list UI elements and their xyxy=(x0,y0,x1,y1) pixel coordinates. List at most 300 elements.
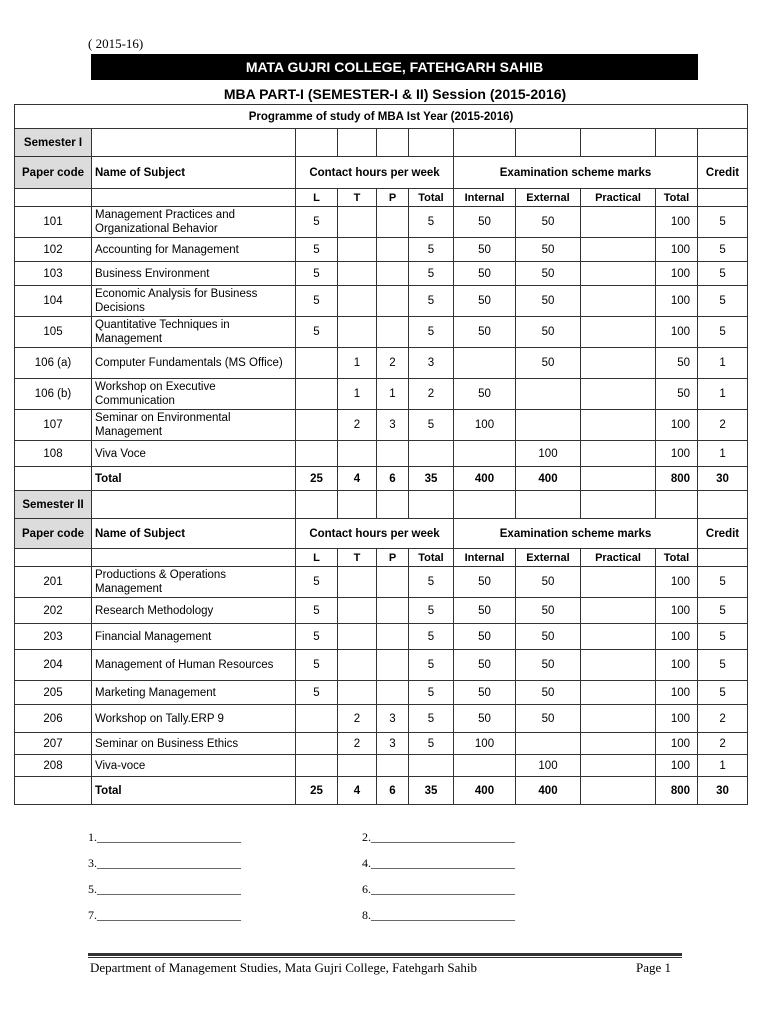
subheader-marks-total: Total xyxy=(656,189,698,207)
semester-label: Semester II xyxy=(15,491,92,519)
signature-line: 5.________________________ xyxy=(88,882,241,896)
hours-p xyxy=(377,262,409,286)
subheader-total: Total xyxy=(409,189,454,207)
hours-total: 5 xyxy=(409,681,454,705)
blank-cell xyxy=(698,189,748,207)
paper-code: 208 xyxy=(15,755,92,777)
footer-divider xyxy=(88,953,682,956)
marks-practical xyxy=(581,650,656,681)
hours-t xyxy=(338,567,377,598)
hours-l: 5 xyxy=(296,238,338,262)
syllabus-table xyxy=(14,104,748,805)
subject-row xyxy=(15,262,748,286)
marks-external: 50 xyxy=(516,650,581,681)
paper-code: 103 xyxy=(15,262,92,286)
marks-internal xyxy=(454,755,516,777)
marks-internal: 100 xyxy=(454,410,516,441)
marks-practical xyxy=(581,379,656,410)
signature-line: 3.________________________ xyxy=(88,856,241,870)
subheader-total: Total xyxy=(409,549,454,567)
subject-row xyxy=(15,286,748,317)
hours-t xyxy=(338,238,377,262)
marks-external: 50 xyxy=(516,238,581,262)
blank-cell xyxy=(656,491,698,519)
blank-cell xyxy=(92,549,296,567)
marks-internal: 100 xyxy=(454,733,516,755)
marks-internal: 50 xyxy=(454,286,516,317)
marks-external: 50 xyxy=(516,262,581,286)
paper-code: 203 xyxy=(15,624,92,650)
subheader-internal: Internal xyxy=(454,189,516,207)
marks-total: 100 xyxy=(656,567,698,598)
total-internal: 400 xyxy=(454,777,516,805)
marks-external: 100 xyxy=(516,755,581,777)
credit: 5 xyxy=(698,650,748,681)
footer-department: Department of Management Studies, Mata Gujri College, Fatehgarh Sahib xyxy=(90,960,478,975)
blank-cell xyxy=(516,491,581,519)
hours-t xyxy=(338,650,377,681)
credit-header: Credit xyxy=(698,157,748,189)
hours-total: 3 xyxy=(409,348,454,379)
subject-name: Business Environment xyxy=(92,262,296,286)
subject-name: Viva Voce xyxy=(92,441,296,467)
hours-p xyxy=(377,441,409,467)
marks-internal: 50 xyxy=(454,624,516,650)
subject-row xyxy=(15,567,748,598)
exam-scheme-header: Examination scheme marks xyxy=(454,519,698,549)
marks-external: 50 xyxy=(516,598,581,624)
footer-page-number: Page 1 xyxy=(636,960,672,975)
total-credit: 30 xyxy=(698,467,748,491)
subject-header: Name of Subject xyxy=(92,157,296,189)
marks-external: 50 xyxy=(516,705,581,733)
marks-internal: 50 xyxy=(454,681,516,705)
hours-p: 3 xyxy=(377,733,409,755)
marks-total: 100 xyxy=(656,238,698,262)
signature-line: 4.________________________ xyxy=(362,856,515,870)
hours-p xyxy=(377,238,409,262)
hours-p: 2 xyxy=(377,348,409,379)
paper-code: 202 xyxy=(15,598,92,624)
hours-total: 5 xyxy=(409,238,454,262)
blank-cell xyxy=(454,491,516,519)
hours-p xyxy=(377,317,409,348)
marks-external: 50 xyxy=(516,348,581,379)
signature-line: 2.________________________ xyxy=(362,830,515,844)
subject-row xyxy=(15,348,748,379)
blank-cell xyxy=(92,129,296,157)
blank-cell xyxy=(377,129,409,157)
credit: 5 xyxy=(698,598,748,624)
marks-total: 100 xyxy=(656,624,698,650)
credit: 5 xyxy=(698,207,748,238)
subject-name: Marketing Management xyxy=(92,681,296,705)
hours-l xyxy=(296,705,338,733)
marks-practical xyxy=(581,598,656,624)
hours-t xyxy=(338,286,377,317)
semester-label: Semester I xyxy=(15,129,92,157)
subject-row xyxy=(15,733,748,755)
marks-practical xyxy=(581,410,656,441)
credit-header: Credit xyxy=(698,519,748,549)
paper-code: 107 xyxy=(15,410,92,441)
semester-label-row xyxy=(15,491,748,519)
blank-cell xyxy=(698,129,748,157)
hours-l xyxy=(296,348,338,379)
hours-l: 5 xyxy=(296,286,338,317)
marks-total: 100 xyxy=(656,286,698,317)
blank-cell xyxy=(15,189,92,207)
contact-hours-header: Contact hours per week xyxy=(296,157,454,189)
hours-total: 5 xyxy=(409,317,454,348)
marks-total: 100 xyxy=(656,705,698,733)
subject-name: Quantitative Techniques in Management xyxy=(92,317,296,348)
paper-code-header: Paper code xyxy=(15,519,92,549)
marks-practical xyxy=(581,441,656,467)
hours-p xyxy=(377,286,409,317)
marks-external: 50 xyxy=(516,317,581,348)
marks-total: 100 xyxy=(656,733,698,755)
session-year: ( 2015-16) xyxy=(88,36,144,51)
hours-t xyxy=(338,207,377,238)
paper-code: 102 xyxy=(15,238,92,262)
sub-header-row xyxy=(15,549,748,567)
sub-header-row xyxy=(15,189,748,207)
signature-line: 6.________________________ xyxy=(362,882,515,896)
paper-code: 106 (b) xyxy=(15,379,92,410)
subject-name: Accounting for Management xyxy=(92,238,296,262)
paper-code: 101 xyxy=(15,207,92,238)
subject-row xyxy=(15,441,748,467)
column-header-row xyxy=(15,519,748,549)
subject-row xyxy=(15,705,748,733)
hours-total: 5 xyxy=(409,567,454,598)
marks-practical xyxy=(581,348,656,379)
marks-internal: 50 xyxy=(454,650,516,681)
hours-t: 2 xyxy=(338,705,377,733)
credit: 2 xyxy=(698,410,748,441)
blank-cell xyxy=(15,549,92,567)
marks-internal: 50 xyxy=(454,238,516,262)
hours-total xyxy=(409,755,454,777)
hours-t: 1 xyxy=(338,348,377,379)
hours-p xyxy=(377,755,409,777)
marks-practical xyxy=(581,733,656,755)
marks-total: 100 xyxy=(656,441,698,467)
hours-t xyxy=(338,317,377,348)
marks-total: 100 xyxy=(656,681,698,705)
hours-total: 2 xyxy=(409,379,454,410)
hours-t xyxy=(338,755,377,777)
subheader-practical: Practical xyxy=(581,189,656,207)
subheader-marks-total: Total xyxy=(656,549,698,567)
marks-practical xyxy=(581,207,656,238)
hours-total: 5 xyxy=(409,705,454,733)
signature-line: 8.________________________ xyxy=(362,908,515,922)
marks-internal: 50 xyxy=(454,705,516,733)
hours-p xyxy=(377,624,409,650)
credit: 5 xyxy=(698,262,748,286)
hours-p xyxy=(377,681,409,705)
hours-t: 2 xyxy=(338,733,377,755)
marks-external: 50 xyxy=(516,286,581,317)
marks-practical xyxy=(581,705,656,733)
subject-row xyxy=(15,410,748,441)
marks-total: 50 xyxy=(656,379,698,410)
paper-code: 108 xyxy=(15,441,92,467)
subject-name: Management of Human Resources xyxy=(92,650,296,681)
subject-row xyxy=(15,238,748,262)
hours-p xyxy=(377,567,409,598)
marks-external: 50 xyxy=(516,681,581,705)
blank-cell xyxy=(92,189,296,207)
programme-row xyxy=(15,105,748,129)
hours-total: 5 xyxy=(409,624,454,650)
hours-l: 5 xyxy=(296,317,338,348)
marks-practical xyxy=(581,624,656,650)
subject-name: Workshop on Tally.ERP 9 xyxy=(92,705,296,733)
paper-code-header: Paper code xyxy=(15,157,92,189)
marks-internal: 50 xyxy=(454,379,516,410)
blank-cell xyxy=(338,129,377,157)
hours-total: 5 xyxy=(409,207,454,238)
hours-total: 5 xyxy=(409,410,454,441)
subheader-external: External xyxy=(516,549,581,567)
subheader-P: P xyxy=(377,189,409,207)
subject-row xyxy=(15,598,748,624)
paper-code: 201 xyxy=(15,567,92,598)
credit: 1 xyxy=(698,755,748,777)
credit: 1 xyxy=(698,348,748,379)
footer-divider-thin xyxy=(88,957,682,958)
marks-internal: 50 xyxy=(454,207,516,238)
semester-label-row xyxy=(15,129,748,157)
paper-code: 206 xyxy=(15,705,92,733)
total-external: 400 xyxy=(516,777,581,805)
marks-internal: 50 xyxy=(454,567,516,598)
subject-name: Research Methodology xyxy=(92,598,296,624)
hours-p xyxy=(377,650,409,681)
subject-name: Productions & Operations Management xyxy=(92,567,296,598)
credit: 5 xyxy=(698,681,748,705)
total-l: 25 xyxy=(296,467,338,491)
marks-external: 50 xyxy=(516,207,581,238)
subject-name: Seminar on Business Ethics xyxy=(92,733,296,755)
marks-practical xyxy=(581,681,656,705)
hours-t xyxy=(338,681,377,705)
total-marks: 800 xyxy=(656,777,698,805)
contact-hours-header: Contact hours per week xyxy=(296,519,454,549)
hours-t: 2 xyxy=(338,410,377,441)
hours-p xyxy=(377,207,409,238)
subject-row xyxy=(15,207,748,238)
subheader-L: L xyxy=(296,189,338,207)
marks-internal xyxy=(454,348,516,379)
total-row xyxy=(15,777,748,805)
blank-cell xyxy=(377,491,409,519)
subject-row xyxy=(15,317,748,348)
blank-cell xyxy=(581,777,656,805)
hours-total: 5 xyxy=(409,650,454,681)
course-title: MBA PART-I (SEMESTER-I & II) Session (2015-2016) xyxy=(223,86,567,102)
marks-practical xyxy=(581,262,656,286)
blank-cell xyxy=(409,491,454,519)
hours-t xyxy=(338,624,377,650)
programme-title: Programme of study of MBA Ist Year (2015-2016) xyxy=(15,105,748,129)
hours-t: 1 xyxy=(338,379,377,410)
hours-l: 5 xyxy=(296,650,338,681)
hours-l: 5 xyxy=(296,624,338,650)
total-label: Total xyxy=(92,777,296,805)
subject-name: Viva-voce xyxy=(92,755,296,777)
total-marks: 800 xyxy=(656,467,698,491)
total-hours: 35 xyxy=(409,467,454,491)
marks-practical xyxy=(581,567,656,598)
credit: 5 xyxy=(698,238,748,262)
exam-scheme-header: Examination scheme marks xyxy=(454,157,698,189)
marks-external: 50 xyxy=(516,624,581,650)
credit: 1 xyxy=(698,379,748,410)
total-t: 4 xyxy=(338,777,377,805)
paper-code: 106 (a) xyxy=(15,348,92,379)
marks-internal: 50 xyxy=(454,317,516,348)
marks-external xyxy=(516,379,581,410)
blank-cell xyxy=(409,129,454,157)
total-p: 6 xyxy=(377,467,409,491)
marks-practical xyxy=(581,755,656,777)
blank-cell xyxy=(698,491,748,519)
blank-cell xyxy=(296,491,338,519)
blank-cell xyxy=(296,129,338,157)
marks-total: 100 xyxy=(656,317,698,348)
blank-cell xyxy=(454,129,516,157)
subject-header: Name of Subject xyxy=(92,519,296,549)
blank-cell xyxy=(516,129,581,157)
marks-total: 100 xyxy=(656,650,698,681)
hours-l: 5 xyxy=(296,207,338,238)
credit: 5 xyxy=(698,567,748,598)
subject-row xyxy=(15,379,748,410)
paper-code: 104 xyxy=(15,286,92,317)
subject-name: Management Practices and Organizational Behavior xyxy=(92,207,296,238)
blank-cell xyxy=(581,491,656,519)
total-credit: 30 xyxy=(698,777,748,805)
subject-row xyxy=(15,624,748,650)
hours-total: 5 xyxy=(409,262,454,286)
hours-p: 3 xyxy=(377,410,409,441)
marks-total: 100 xyxy=(656,598,698,624)
subheader-external: External xyxy=(516,189,581,207)
subject-name: Seminar on Environmental Management xyxy=(92,410,296,441)
marks-external: 100 xyxy=(516,441,581,467)
marks-internal xyxy=(454,441,516,467)
hours-p xyxy=(377,598,409,624)
hours-l: 5 xyxy=(296,681,338,705)
marks-internal: 50 xyxy=(454,262,516,286)
hours-l xyxy=(296,410,338,441)
blank-cell xyxy=(698,549,748,567)
hours-total: 5 xyxy=(409,598,454,624)
marks-practical xyxy=(581,238,656,262)
subject-row xyxy=(15,681,748,705)
hours-l xyxy=(296,379,338,410)
total-row xyxy=(15,467,748,491)
paper-code: 204 xyxy=(15,650,92,681)
blank-cell xyxy=(15,777,92,805)
credit: 2 xyxy=(698,733,748,755)
paper-code: 207 xyxy=(15,733,92,755)
hours-p: 1 xyxy=(377,379,409,410)
paper-code: 205 xyxy=(15,681,92,705)
blank-cell xyxy=(15,467,92,491)
subheader-internal: Internal xyxy=(454,549,516,567)
marks-external xyxy=(516,733,581,755)
blank-cell xyxy=(656,129,698,157)
credit: 1 xyxy=(698,441,748,467)
subject-row xyxy=(15,755,748,777)
subheader-T: T xyxy=(338,189,377,207)
marks-external: 50 xyxy=(516,567,581,598)
subheader-T: T xyxy=(338,549,377,567)
hours-l: 5 xyxy=(296,598,338,624)
college-banner: MATA GUJRI COLLEGE, FATEHGARH SAHIB xyxy=(91,54,698,80)
subject-name: Workshop on Executive Communication xyxy=(92,379,296,410)
marks-practical xyxy=(581,286,656,317)
subheader-P: P xyxy=(377,549,409,567)
signature-line: 1.________________________ xyxy=(88,830,241,844)
subject-name: Economic Analysis for Business Decisions xyxy=(92,286,296,317)
total-t: 4 xyxy=(338,467,377,491)
column-header-row xyxy=(15,157,748,189)
blank-cell xyxy=(581,467,656,491)
hours-t xyxy=(338,262,377,286)
hours-t xyxy=(338,598,377,624)
total-internal: 400 xyxy=(454,467,516,491)
signature-line: 7.________________________ xyxy=(88,908,241,922)
marks-practical xyxy=(581,317,656,348)
hours-l: 5 xyxy=(296,567,338,598)
credit: 2 xyxy=(698,705,748,733)
hours-l xyxy=(296,733,338,755)
subject-name: Financial Management xyxy=(92,624,296,650)
subject-name: Computer Fundamentals (MS Office) xyxy=(92,348,296,379)
hours-t xyxy=(338,441,377,467)
marks-internal: 50 xyxy=(454,598,516,624)
hours-l: 5 xyxy=(296,262,338,286)
total-p: 6 xyxy=(377,777,409,805)
subheader-practical: Practical xyxy=(581,549,656,567)
subheader-L: L xyxy=(296,549,338,567)
blank-cell xyxy=(338,491,377,519)
hours-l xyxy=(296,441,338,467)
hours-total: 5 xyxy=(409,286,454,317)
total-external: 400 xyxy=(516,467,581,491)
paper-code: 105 xyxy=(15,317,92,348)
hours-total xyxy=(409,441,454,467)
total-label: Total xyxy=(92,467,296,491)
total-hours: 35 xyxy=(409,777,454,805)
credit: 5 xyxy=(698,286,748,317)
marks-total: 50 xyxy=(656,348,698,379)
total-l: 25 xyxy=(296,777,338,805)
hours-p: 3 xyxy=(377,705,409,733)
blank-cell xyxy=(92,491,296,519)
credit: 5 xyxy=(698,624,748,650)
subject-row xyxy=(15,650,748,681)
marks-total: 100 xyxy=(656,207,698,238)
hours-total: 5 xyxy=(409,733,454,755)
blank-cell xyxy=(581,129,656,157)
